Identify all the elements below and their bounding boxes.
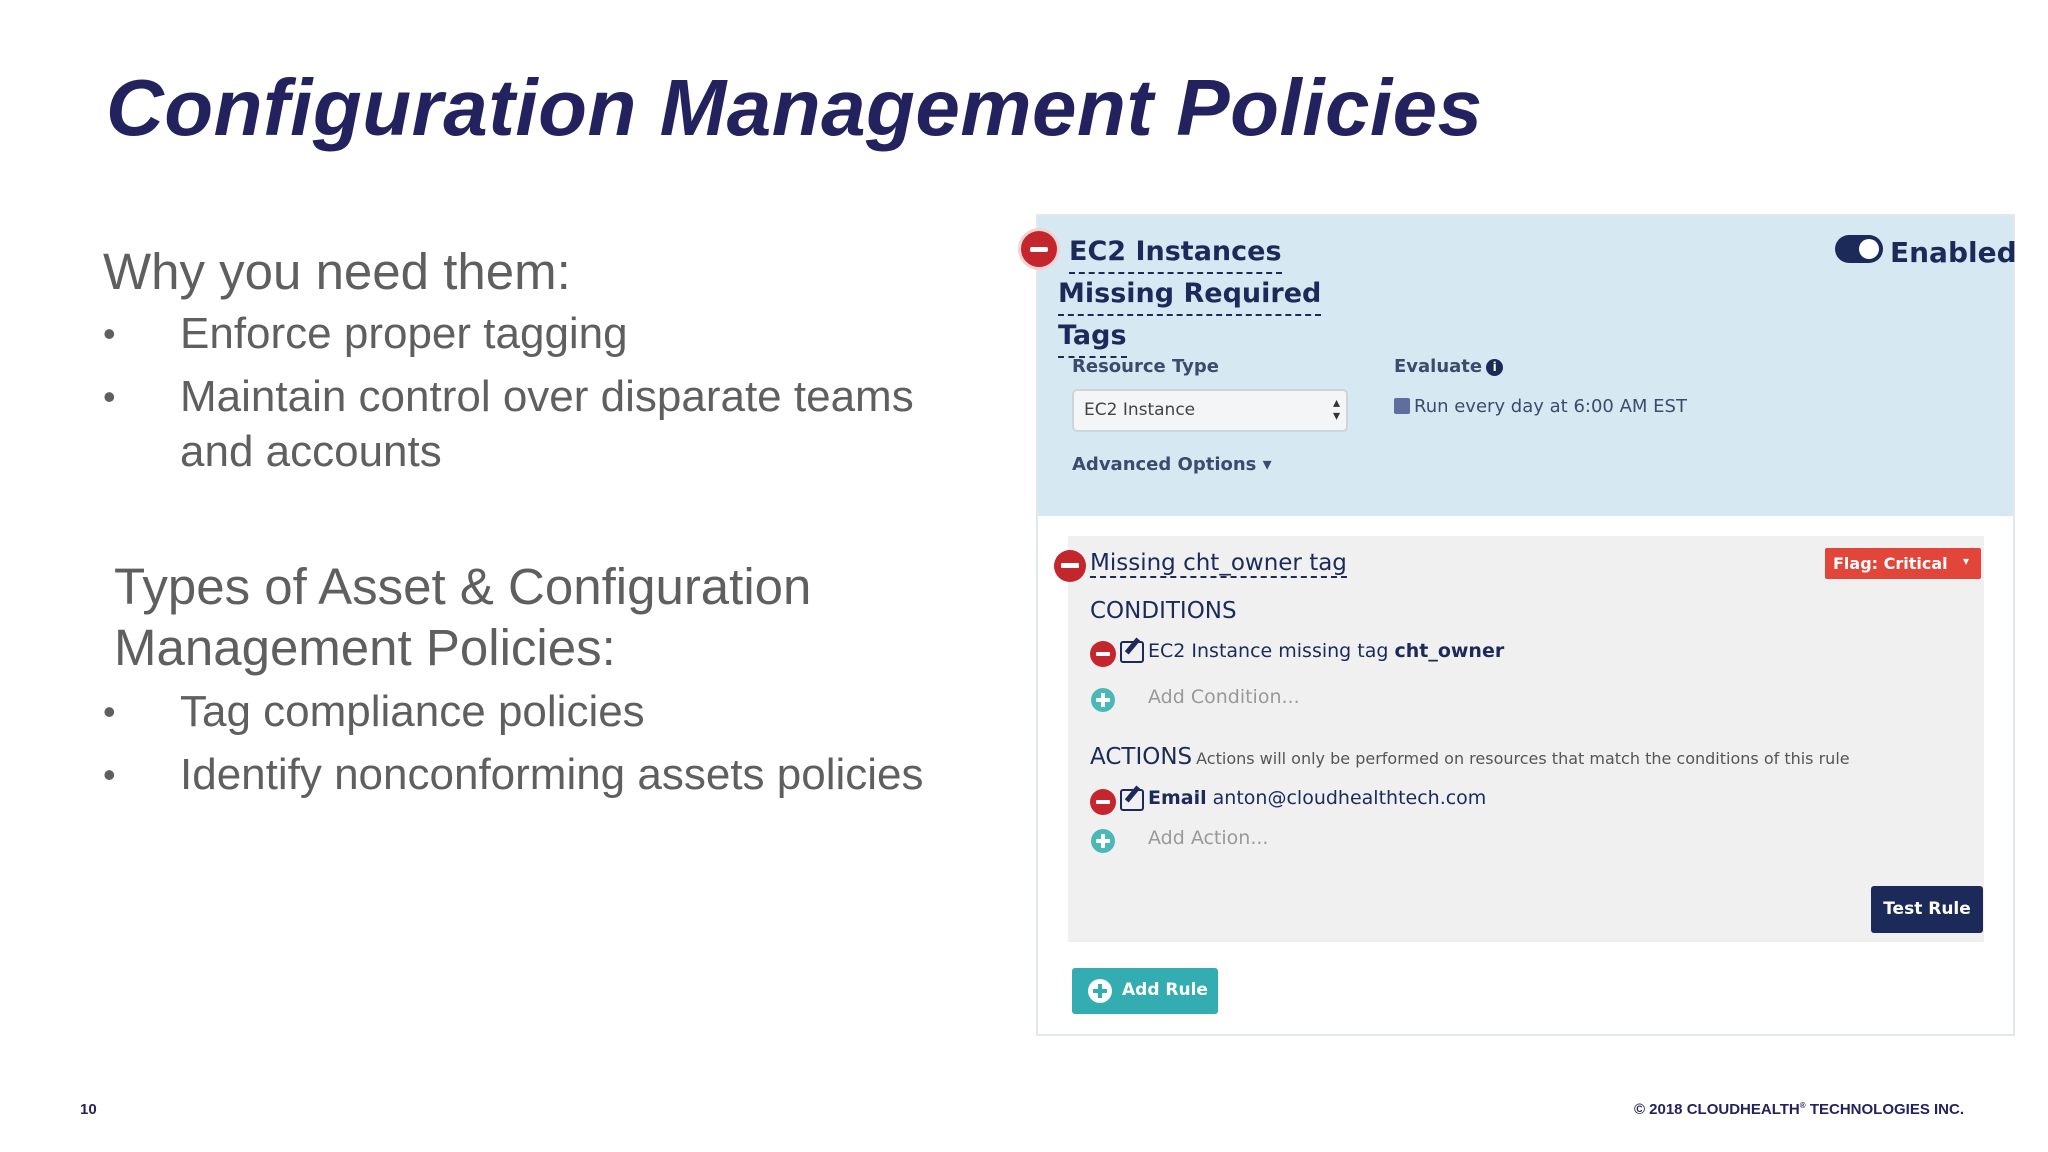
edit-condition-icon[interactable] — [1120, 641, 1144, 663]
action-text — [1148, 787, 1486, 809]
remove-action-icon[interactable] — [1090, 789, 1116, 815]
rule-card — [1068, 536, 1984, 942]
bullet-item — [103, 369, 983, 479]
policy-name[interactable] — [1058, 232, 1321, 358]
bullet-item — [103, 747, 983, 802]
policy-name-line: EC2 Instances — [1069, 232, 1282, 274]
bullet-text: Tag compliance policies — [180, 687, 645, 736]
enabled-toggle[interactable] — [1835, 235, 1883, 263]
resource-type-select[interactable] — [1072, 389, 1348, 432]
actions-title-text: ACTIONS — [1090, 744, 1193, 770]
condition-text — [1148, 640, 1504, 662]
action-target: anton@cloudhealthtech.com — [1206, 787, 1487, 809]
schedule-text: Run every day at 6:00 AM EST — [1414, 396, 1687, 417]
test-rule-button[interactable]: Test Rule — [1871, 886, 1983, 933]
page-number: 10 — [80, 1101, 97, 1118]
add-condition-link[interactable]: Add Condition... — [1148, 686, 1300, 708]
plus-icon — [1088, 979, 1112, 1003]
registered-mark: ® — [1799, 1101, 1806, 1110]
schedule[interactable] — [1394, 396, 1687, 417]
evaluate-label-text: Evaluate — [1394, 356, 1483, 377]
conditions-title: CONDITIONS — [1090, 598, 1237, 624]
info-icon[interactable]: i — [1486, 359, 1503, 376]
add-action-icon[interactable] — [1091, 829, 1115, 853]
why-bullet-list — [103, 306, 983, 487]
policy-panel — [1036, 214, 2015, 1036]
advanced-options-toggle[interactable]: Advanced Options ▾ — [1072, 454, 1272, 475]
resource-type-label: Resource Type — [1072, 356, 1219, 377]
remove-condition-icon[interactable] — [1090, 641, 1116, 667]
bullet-dot: • — [103, 754, 116, 795]
remove-policy-icon[interactable] — [1018, 228, 1060, 270]
copyright — [1634, 1101, 1964, 1118]
bullet-dot: • — [103, 313, 116, 354]
why-heading: Why you need them: — [103, 243, 571, 300]
condition-tag: cht_owner — [1394, 640, 1505, 662]
resource-type-value: EC2 Instance — [1084, 400, 1196, 420]
evaluate-label — [1394, 356, 1503, 377]
actions-title — [1090, 744, 1850, 770]
rule-name-text: Missing cht_owner tag — [1090, 550, 1347, 576]
actions-subtitle: Actions will only be performed on resources that match the conditions of this rule — [1196, 749, 1850, 768]
bullet-text: Maintain control over disparate teams and accounts — [180, 372, 914, 476]
bullet-item — [103, 306, 983, 361]
bullet-dot: • — [103, 376, 116, 417]
edit-action-icon[interactable] — [1120, 789, 1144, 811]
add-condition-icon[interactable] — [1091, 688, 1115, 712]
add-rule-label: Add Rule — [1122, 980, 1208, 1000]
enabled-label: Enabled — [1890, 236, 2017, 269]
caret-down-icon: ▾ — [1962, 554, 1969, 568]
condition-prefix: EC2 Instance missing tag — [1148, 640, 1395, 662]
calendar-icon — [1394, 398, 1410, 414]
types-heading: Types of Asset & Configuration Management Policies: — [114, 558, 812, 676]
add-rule-button[interactable] — [1072, 968, 1218, 1014]
policy-name-line: Tags — [1058, 316, 1127, 358]
bullet-text: Enforce proper tagging — [180, 309, 628, 358]
slide-title: Configuration Management Policies — [106, 63, 1483, 152]
copyright-rest: TECHNOLOGIES INC. — [1805, 1101, 1964, 1118]
bullet-dot: • — [103, 691, 116, 732]
add-action-link[interactable]: Add Action... — [1148, 827, 1269, 849]
copyright-text: © 2018 CLOUDHEALTH — [1633, 1101, 1800, 1118]
policy-name-line: Missing Required — [1058, 274, 1321, 316]
types-bullet-list — [103, 684, 983, 810]
policy-header — [1038, 216, 2017, 516]
remove-rule-icon[interactable] — [1054, 550, 1086, 582]
flag-label: Flag: Critical — [1833, 554, 1948, 573]
bullet-text: Identify nonconforming assets policies — [180, 750, 924, 799]
action-type: Email — [1148, 787, 1207, 809]
rule-name[interactable] — [1090, 550, 1347, 576]
flag-dropdown[interactable] — [1825, 548, 1981, 579]
select-arrows-icon: ▴ ▾ — [1332, 395, 1340, 424]
bullet-item — [103, 684, 983, 739]
